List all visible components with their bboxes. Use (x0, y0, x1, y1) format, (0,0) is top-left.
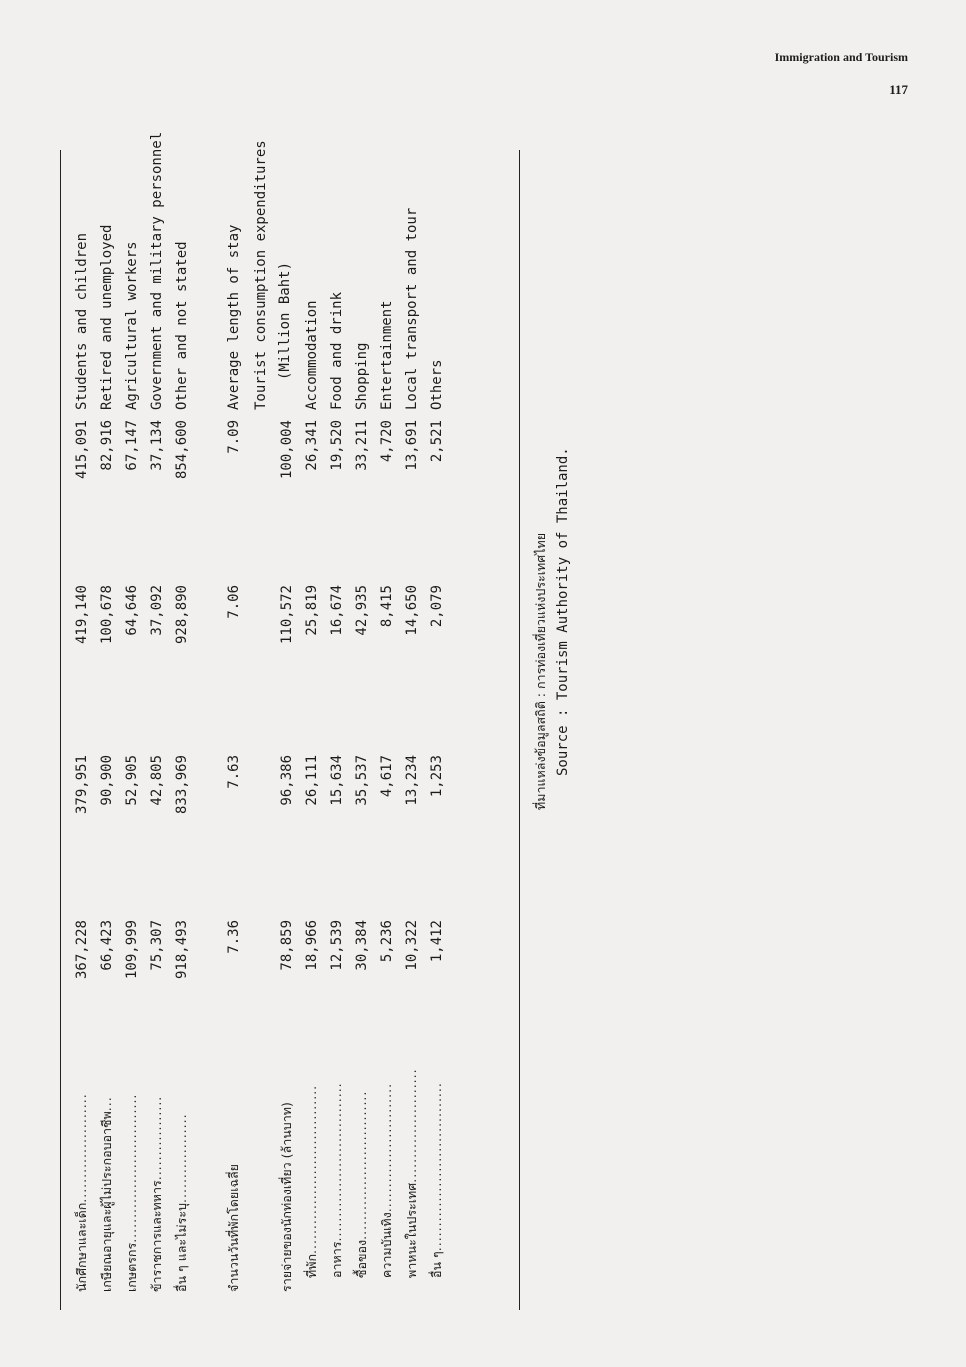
cell: 854,600 (174, 420, 190, 480)
row-label-th: ที่พัก (304, 1253, 319, 1278)
table-row (253, 120, 299, 1310)
cell: 37,134 (149, 420, 165, 471)
row-label-en: Food and drink (329, 291, 345, 410)
cell: 7.06 (226, 585, 242, 619)
cell: 8,415 (379, 585, 395, 628)
table-row: เกษียณอายุและผู้ไม่ประกอบอาชีพ... 66,423 90,900 100,678 82,916 Retired and unemployed (95, 120, 119, 1310)
cell: 109,999 (124, 920, 140, 980)
source-en: Source : Tourism Authority of Thailand. (555, 447, 571, 776)
cell: 67,147 (124, 420, 140, 471)
cell: 7.36 (226, 920, 242, 954)
running-header: Immigration and Tourism (774, 50, 908, 64)
table-row (222, 120, 246, 1310)
cell: 66,423 (99, 920, 115, 971)
cell: 16,674 (329, 585, 345, 636)
source-th: ที่มาแหล่งข้อมูลสถิติ : การท่องเที่ยวแห่งประเทศไทย (533, 532, 548, 810)
cell: 367,228 (74, 920, 90, 980)
row-label-en: Other and not stated (174, 241, 190, 410)
table-row: พาหนะในประเทศ....................... 10,322 13,234 14,650 13,691 Local transport and tour (400, 120, 424, 1310)
row-label-en: Average length of stay (226, 224, 242, 410)
cell: 18,966 (304, 920, 320, 971)
cell: 928,890 (174, 585, 190, 645)
table-bottom-rule (519, 150, 520, 1310)
cell: 7.63 (226, 755, 242, 789)
cell: 25,819 (304, 585, 320, 636)
row-label-th: จำนวนวันที่พักโดยเฉลี่ย (226, 1164, 241, 1292)
cell: 64,646 (124, 585, 140, 636)
cell: 33,211 (354, 420, 370, 471)
row-label-th: พาหนะในประเทศ (404, 1182, 419, 1278)
cell: 26,111 (304, 755, 320, 806)
table-row: ซื้อของ.............................. 30,384 35,537 42,935 33,211 Shopping (350, 120, 374, 1310)
cell: 37,092 (149, 585, 165, 636)
row-label-en: Accommodation (304, 300, 320, 410)
cell: 13,691 (404, 420, 420, 471)
cell: 75,307 (149, 920, 165, 971)
row-label-th: อื่น ๆ (429, 1251, 444, 1278)
row-label-en: Government and military personnel (149, 131, 165, 410)
row-label-en: Entertainment (379, 300, 395, 410)
table-row: เกษตรกร.............................. 109,999 52,905 64,646 67,147 Agricultural workers (120, 120, 144, 1310)
cell: 13,234 (404, 755, 420, 806)
page-number: 117 (889, 82, 908, 97)
row-label-en: Tourist consumption expenditures (253, 140, 269, 410)
cell: 15,634 (329, 755, 345, 806)
cell: 52,905 (124, 755, 140, 806)
table-row: อาหาร................................ 12,539 15,634 16,674 19,520 Food and drink (325, 120, 349, 1310)
source-note (530, 250, 574, 810)
row-label-en-sub: (Million Baht) (277, 261, 293, 380)
cell: 4,720 (379, 420, 395, 463)
row-label-th: นักศึกษาและเด็ก (74, 1202, 89, 1292)
row-label-en: Students and children (74, 232, 90, 410)
cell: 30,384 (354, 920, 370, 971)
table-top-rule (60, 150, 61, 1310)
cell: 415,091 (74, 420, 90, 480)
cell: 14,650 (404, 585, 420, 636)
row-label-th: ซื้อของ (354, 1239, 369, 1278)
row-label-en: Local transport and tour (404, 207, 420, 410)
cell: 4,617 (379, 755, 395, 798)
rotated-table (60, 120, 620, 1310)
table-row: นักศึกษาและเด็ก...................... 367,228 379,951 419,140 415,091 Students and children (70, 120, 94, 1310)
cell: 100,004 (279, 420, 295, 480)
row-label-th: อื่น ๆ และไม่ระบุ (174, 1202, 189, 1292)
row-label-en: Others (429, 359, 445, 410)
table-row: ข้าราชการและทหาร................. 75,307 42,805 37,092 37,134 Government and military personnel (145, 120, 169, 1310)
cell: 7.09 (226, 420, 242, 454)
table-row: อื่น ๆ และไม่ระบุ.................. 918,493 833,969 928,890 854,600 Other and not stated (170, 120, 194, 1310)
row-label-th: เกษียณอายุและผู้ไม่ประกอบอาชีพ (99, 1111, 114, 1292)
cell: 5,236 (379, 920, 395, 963)
cell: 2,521 (429, 420, 445, 463)
cell: 12,539 (329, 920, 345, 971)
cell: 42,805 (149, 755, 165, 806)
cell: 10,322 (404, 920, 420, 971)
cell: 26,341 (304, 420, 320, 471)
cell: 42,935 (354, 585, 370, 636)
row-label-th: ข้าราชการและทหาร (149, 1180, 164, 1292)
cell: 35,537 (354, 755, 370, 806)
cell: 100,678 (99, 585, 115, 645)
cell: 379,951 (74, 755, 90, 815)
cell: 96,386 (279, 755, 295, 806)
row-label-th: ความบันเทิง (379, 1212, 394, 1278)
table-row: ที่พัก.................................. 18,966 26,111 25,819 26,341 Accommodation (300, 120, 324, 1310)
cell: 82,916 (99, 420, 115, 471)
table-row: อื่น ๆ.................................. 1,412 1,253 2,079 2,521 Others (425, 120, 449, 1310)
row-label-en: Retired and unemployed (99, 224, 115, 410)
row-label-en: Agricultural workers (124, 241, 140, 410)
row-label-th: อาหาร (329, 1241, 344, 1278)
cell: 90,900 (99, 755, 115, 806)
cell: 110,572 (279, 585, 295, 645)
row-label-th: เกษตรกร (124, 1242, 139, 1292)
row-label-en: Shopping (354, 342, 370, 410)
cell: 1,412 (429, 920, 445, 963)
cell: 78,859 (279, 920, 295, 971)
cell: 419,140 (74, 585, 90, 645)
cell: 1,253 (429, 755, 445, 798)
cell: 833,969 (174, 755, 190, 815)
cell: 2,079 (429, 585, 445, 628)
row-label-th: รายจ่ายของนักท่องเที่ยว (ล้านบาท) (279, 1102, 294, 1292)
table-row: ความบันเทิง.......................... 5,236 4,617 8,415 4,720 Entertainment (375, 120, 399, 1310)
cell: 19,520 (329, 420, 345, 471)
cell: 918,493 (174, 920, 190, 980)
